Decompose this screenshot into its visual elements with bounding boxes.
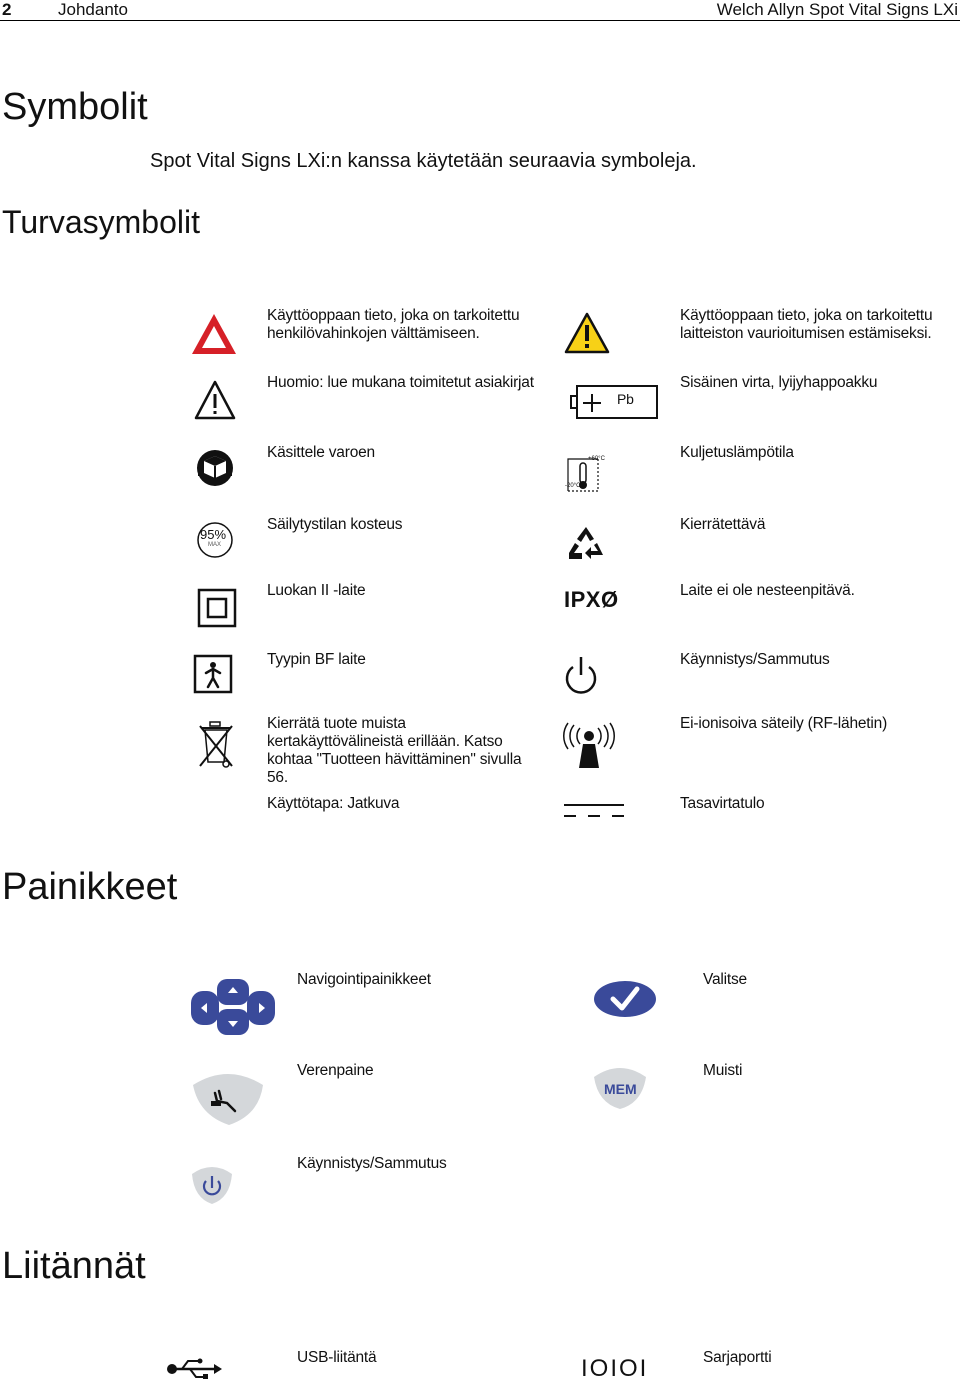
- label-type-bf: Tyypin BF laite: [267, 651, 366, 668]
- label-dc: Tasavirtatulo: [680, 795, 765, 812]
- memory-button-icon[interactable]: [590, 1065, 650, 1111]
- temp-low-text: -20°C: [565, 483, 581, 489]
- label-recyclable: Kierrätettävä: [680, 516, 766, 533]
- product-name: Welch Allyn Spot Vital Signs LXi: [716, 0, 958, 19]
- weee-bin-icon: [196, 720, 236, 770]
- label-ipx0: Laite ei ole nesteenpitävä.: [680, 582, 855, 599]
- lead-battery-icon: [569, 384, 659, 420]
- storage-humidity-icon: [196, 521, 234, 559]
- fragile-handle-with-care-icon: [195, 448, 235, 488]
- section-title-safety: Turvasymbolit: [2, 204, 200, 240]
- humidity-percent-text: 95%: [200, 527, 227, 542]
- label-caution: Käyttöoppaan tieto, joka on tarkoitettu laitteiston vaurioitumisen estämiseksi.: [680, 307, 933, 342]
- label-select: Valitse: [703, 971, 747, 988]
- label-transport-temp: Kuljetuslämpötila: [680, 444, 794, 461]
- page-number: 2: [2, 0, 12, 19]
- attention-triangle-icon: [194, 380, 236, 420]
- label-usb: USB-liitäntä: [297, 1349, 377, 1366]
- navigation-buttons-icon[interactable]: [189, 977, 277, 1037]
- label-rf: Ei-ionisoiva säteily (RF-lähetin): [680, 715, 888, 732]
- chapter-title: Johdanto: [58, 0, 128, 19]
- serial-port-icon: IOIOI: [581, 1355, 649, 1382]
- temp-high-text: +60°C: [588, 456, 605, 462]
- class-ii-device-icon: [197, 588, 237, 628]
- label-power-button: Käynnistys/Sammutus: [297, 1155, 447, 1172]
- label-serial: Sarjaportti: [703, 1349, 772, 1366]
- label-fragile: Käsittele varoen: [267, 444, 375, 461]
- usb-icon: [166, 1358, 222, 1380]
- label-memory: Muisti: [703, 1062, 743, 1079]
- warning-triangle-red-icon: [190, 312, 238, 356]
- section-title-buttons: Painikkeet: [2, 866, 178, 908]
- recyclable-icon: [566, 524, 606, 562]
- select-check-button-icon[interactable]: [593, 979, 657, 1019]
- direct-current-icon: [562, 802, 626, 820]
- section-title-symbols: Symbolit: [2, 86, 148, 128]
- transport-temperature-icon: [562, 453, 604, 495]
- humidity-max-text: MAX: [208, 542, 222, 548]
- label-attention: Huomio: lue mukana toimitetut asiakirjat: [267, 374, 534, 391]
- section-title-connectors: Liitännät: [2, 1245, 146, 1287]
- label-continuous: Käyttötapa: Jatkuva: [267, 795, 400, 812]
- page-header: [0, 0, 960, 21]
- label-class-ii: Luokan II -laite: [267, 582, 366, 599]
- label-blood-pressure: Verenpaine: [297, 1062, 374, 1079]
- label-humidity: Säilytystilan kosteus: [267, 516, 403, 533]
- non-ionizing-radiation-icon: [561, 722, 617, 772]
- blood-pressure-button-icon[interactable]: [189, 1071, 267, 1127]
- label-battery: Sisäinen virta, lyijyhappoakku: [680, 374, 878, 391]
- caution-triangle-yellow-icon: [564, 312, 610, 354]
- power-on-off-icon: [563, 655, 599, 695]
- label-weee: Kierrätä tuote muista kertakäyttövälineistä erillään. Katso kohtaa "Tuotteen hävittäminen" sivulla 56.: [267, 715, 522, 786]
- label-power: Käynnistys/Sammutus: [680, 651, 830, 668]
- type-bf-device-icon: [193, 654, 233, 694]
- label-warning: Käyttöoppaan tieto, joka on tarkoitettu henkilövahinkojen välttämiseen.: [267, 307, 520, 342]
- battery-pb-text: Pb: [617, 391, 634, 407]
- label-navigation: Navigointipainikkeet: [297, 971, 431, 988]
- memory-button-text: MEM: [604, 1081, 637, 1097]
- symbols-intro: Spot Vital Signs LXi:n kanssa käytetään seuraavia symboleja.: [150, 150, 697, 172]
- power-button-icon[interactable]: [188, 1164, 236, 1206]
- ipx0-icon: IPXØ: [564, 587, 619, 612]
